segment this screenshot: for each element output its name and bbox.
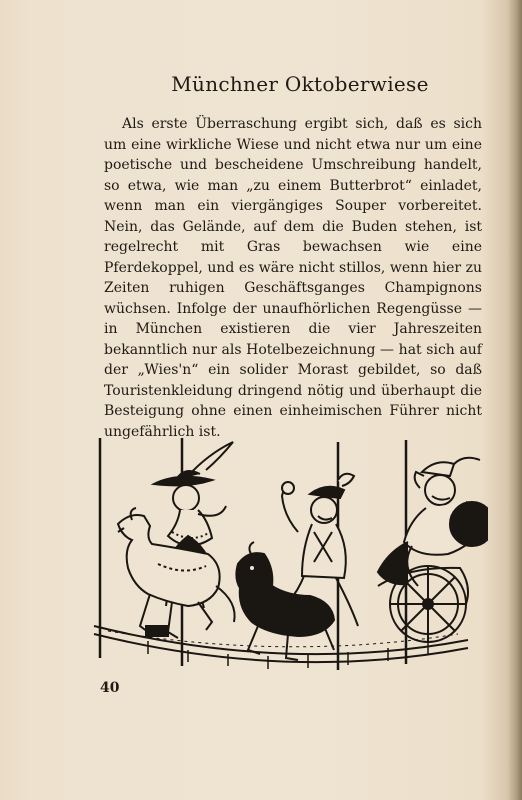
page-edge-shadow	[508, 0, 522, 800]
page-number: 40	[100, 680, 120, 696]
body-paragraph: Als erste Überraschung ergibt sich, daß es sich um eine wirkliche Wiese und nicht etwa nur um eine poetische und bescheidene Umschreibung handelt, so etwa, wie man „zu einem Butterbrot“ einladet, wenn man ein viergängiges Souper vorbereitet. Nein, das Gelände, auf dem die Buden stehen, ist regelrecht mit Gras bewachsen wie eine Pferdekoppel, und es wäre nicht stillos, wenn hier zu Zeiten ruhigen Geschäftsganges Champignons wüchsen. Infolge der unaufhörlichen Regengüsse — in München existieren die vier Jahreszeiten bekanntlich nur als Hotelbezeichnung — hat sich auf der „Wies'n“ ein solider Morast gebildet, so daß Touristenkleidung dringend nötig und überhaupt die Besteigung ohne einen einheimischen Führer nicht ungefährlich ist.	[104, 116, 482, 440]
page-title: Münchner Oktoberwiese	[171, 72, 429, 96]
carousel-illustration	[88, 436, 488, 676]
